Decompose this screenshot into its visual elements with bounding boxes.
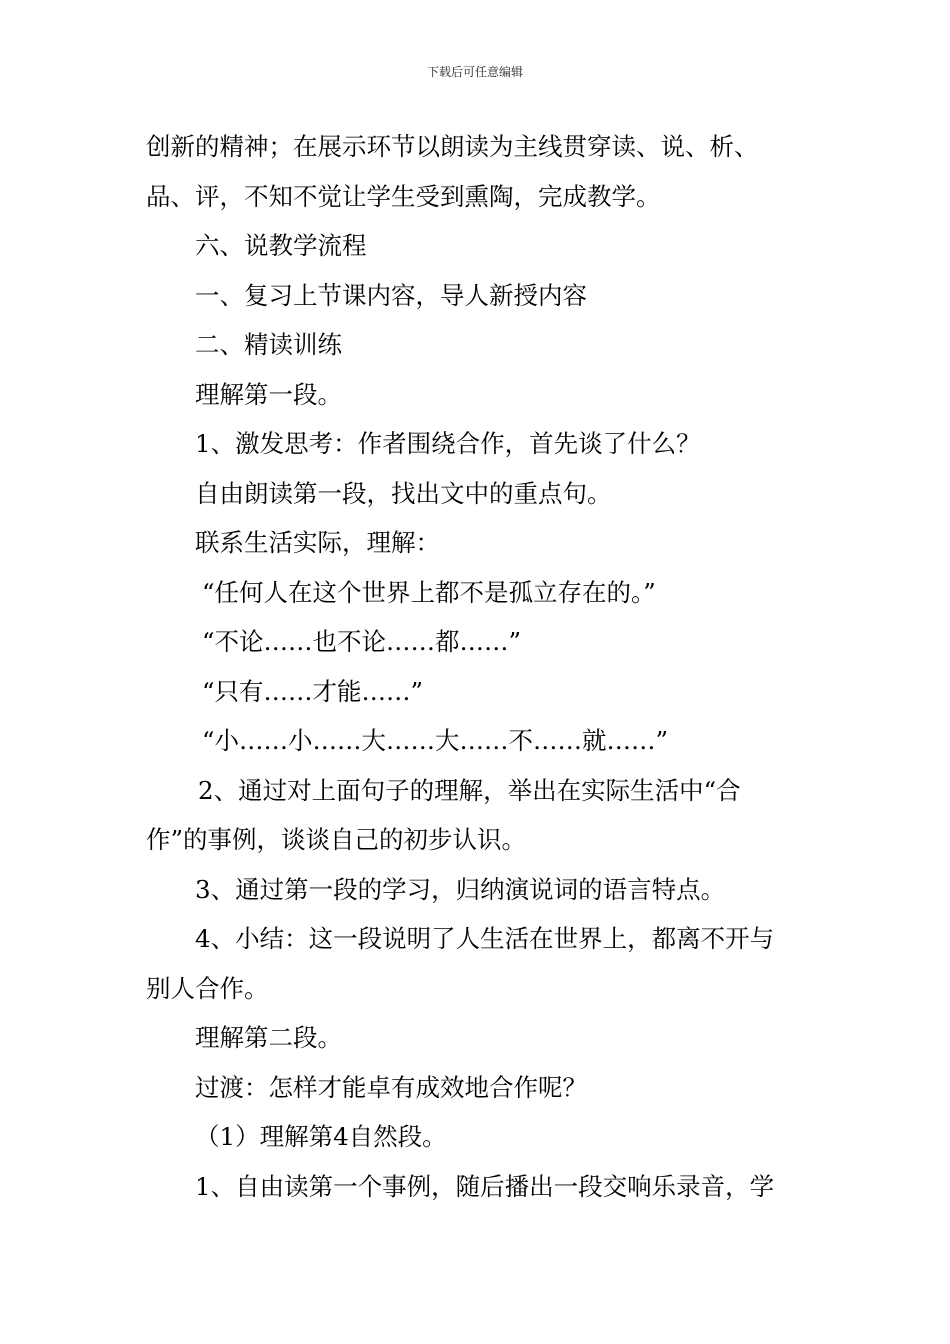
paragraph-line: 别人合作。 <box>146 973 269 1003</box>
paragraph-line: 二、精读训练 <box>195 330 342 359</box>
paragraph-line: （1）理解第4自然段。 <box>195 1122 447 1151</box>
paragraph-line: 1、自由读第一个事例，随后播出一段交响乐录音，学 <box>195 1171 775 1201</box>
section-heading: 六、说教学流程 <box>195 231 367 260</box>
quoted-sentence: “只有……才能……” <box>202 676 424 706</box>
paragraph-line: 品、评，不知不觉让学生受到熏陶，完成教学。 <box>146 181 661 211</box>
quoted-sentence: “任何人在这个世界上都不是孤立存在的。” <box>202 577 656 607</box>
paragraph-line: 作”的事例，谈谈自己的初步认识。 <box>146 825 527 854</box>
paragraph-line: 3、通过第一段的学习，归纳演说词的语言特点。 <box>195 874 726 904</box>
paragraph-line: 自由朗读第一段，找出文中的重点句。 <box>195 478 612 508</box>
page-header-note: 下载后可任意编辑 <box>426 65 523 79</box>
document-body <box>146 130 816 1219</box>
quoted-sentence: “小……小……大……大……不……就……” <box>202 726 669 755</box>
paragraph-line: 1、激发思考：作者围绕合作，首先谈了什么？ <box>195 429 701 458</box>
paragraph-line: 理解第二段。 <box>195 1023 342 1052</box>
paragraph-line: 创新的精神；在展示环节以朗读为主线贯穿读、说、析、 <box>146 132 759 161</box>
paragraph-line: 理解第一段。 <box>195 379 342 409</box>
paragraph-line: 联系生活实际，理解： <box>195 528 440 557</box>
paragraph-line: 4、小结：这一段说明了人生活在世界上，都离不开与 <box>195 924 775 953</box>
paragraph-line: 过渡：怎样才能卓有成效地合作呢？ <box>195 1072 587 1102</box>
quoted-sentence: “不论……也不论……都……” <box>202 627 522 656</box>
paragraph-line: 一、复习上节课内容，导人新授内容 <box>195 280 587 310</box>
paragraph-line: 2、通过对上面句子的理解，举出在实际生活中“合 <box>198 775 741 805</box>
